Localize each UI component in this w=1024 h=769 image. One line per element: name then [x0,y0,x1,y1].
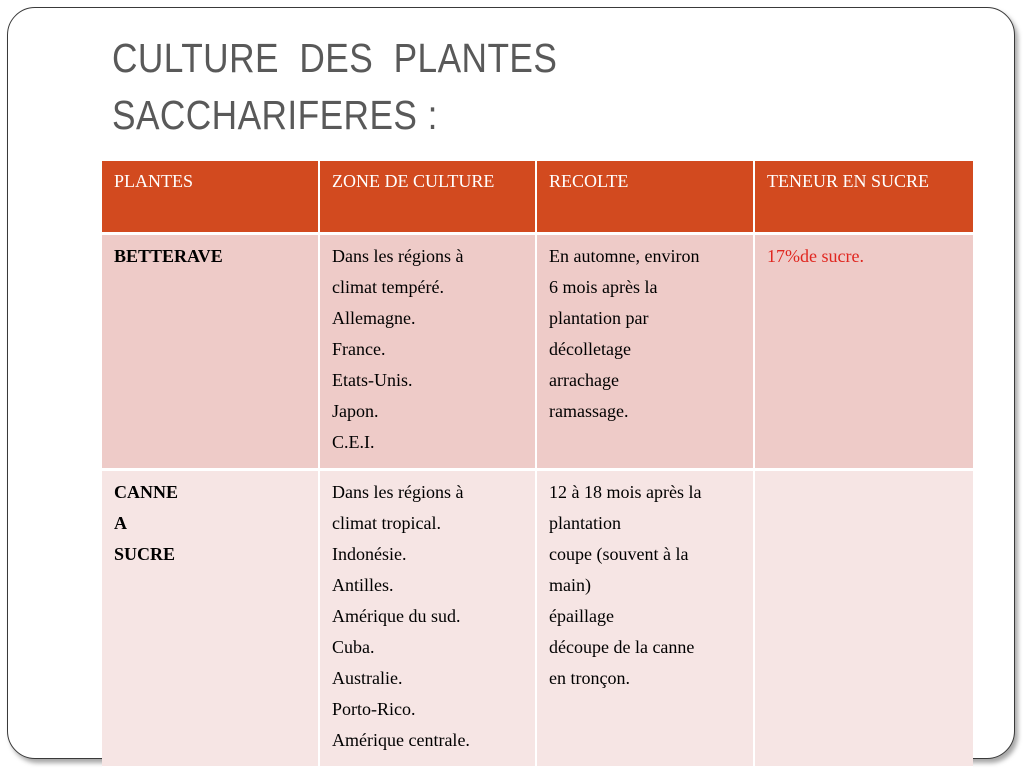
title-line-2: SACCHARIFERES : [112,92,438,138]
zone-line: Amérique centrale. [332,730,470,750]
recolte-line: plantation [549,513,621,533]
slide-title [112,30,800,144]
zone-line: Porto-Rico. [332,699,416,719]
zone-line: Etats-Unis. [332,370,413,390]
recolte-line: plantation par [549,308,649,328]
recolte-line: main) [549,575,591,595]
recolte-line: 6 mois après la [549,277,658,297]
zone-line: climat tempéré. [332,277,444,297]
zone-line: Cuba. [332,637,375,657]
plant-name-line: A [114,513,127,533]
recolte-line: ramassage. [549,401,629,421]
sugar-plants-table [102,161,973,769]
recolte-cell [536,470,754,768]
zone-line: Dans les régions à [332,246,464,266]
plant-cell [102,234,319,470]
recolte-line: En automne, environ [549,246,700,266]
header-recolte: RECOLTE [536,161,754,234]
zone-line: Dans les régions à [332,482,464,502]
title-line-1: CULTURE DES PLANTES [112,35,558,81]
plant-name-line: SUCRE [114,544,176,564]
recolte-line: décolletage [549,339,631,359]
zone-line: France. [332,339,386,359]
recolte-line: arrachage [549,370,619,390]
header-row [102,161,973,234]
recolte-line: épaillage [549,606,614,626]
recolte-line: découpe de la canne [549,637,695,657]
teneur-cell [754,470,973,768]
zone-line: Indonésie. [332,544,407,564]
recolte-line: 12 à 18 mois après la [549,482,702,502]
plant-cell [102,470,319,768]
zone-cell [319,470,536,768]
recolte-line: en tronçon. [549,668,630,688]
table-row-betterave [102,234,973,470]
zone-line: Allemagne. [332,308,416,328]
zone-line: Japon. [332,401,379,421]
zone-line: C.E.I. [332,432,375,452]
plant-name-line: CANNE [114,482,179,502]
teneur-cell [754,234,973,470]
header-plantes: PLANTES [102,161,319,234]
zone-line: Antilles. [332,575,394,595]
zone-line: Amérique du sud. [332,606,461,626]
recolte-cell [536,234,754,470]
zone-cell [319,234,536,470]
sugar-content-value: 17%de sucre. [767,246,864,266]
zone-line: Australie. [332,668,403,688]
header-zone-de-culture: ZONE DE CULTURE [319,161,536,234]
table-row-canne-a-sucre [102,470,973,768]
plant-name-line: BETTERAVE [114,246,223,266]
zone-line: climat tropical. [332,513,441,533]
header-teneur-en-sucre: TENEUR EN SUCRE [754,161,973,234]
recolte-line: coupe (souvent à la [549,544,689,564]
